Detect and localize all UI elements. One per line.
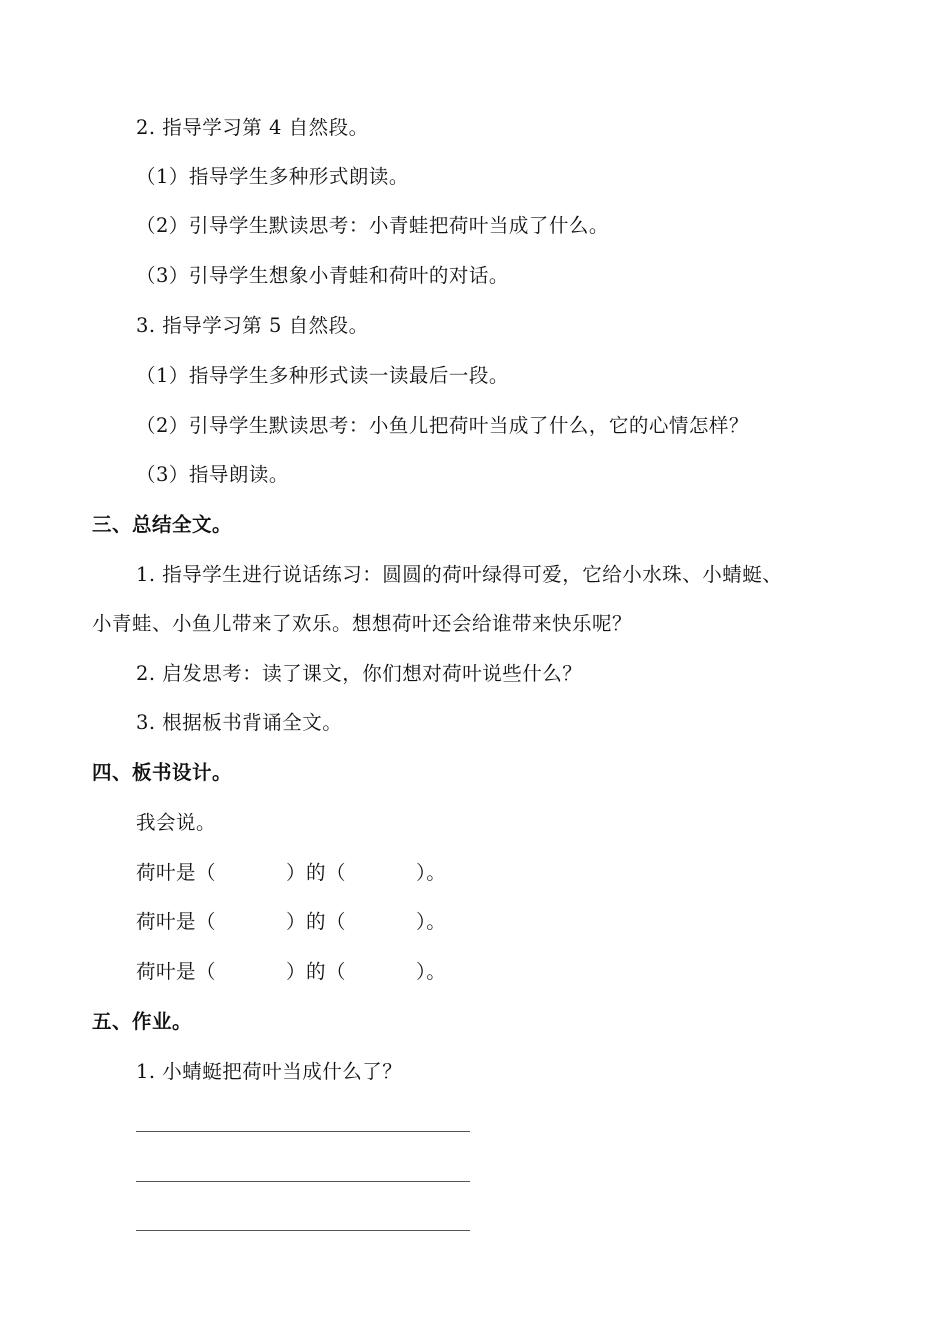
board-prefix: 荷叶是（ bbox=[136, 861, 217, 884]
board-sentence-1 bbox=[136, 861, 446, 885]
section3-heading: 三、总结全文。 bbox=[92, 513, 233, 536]
board-intro: 我会说。 bbox=[136, 811, 217, 834]
section4-heading: 四、板书设计。 bbox=[92, 761, 233, 784]
section2-item3-sub2: （2）引导学生默读思考：小鱼儿把荷叶当成了什么，它的心情怎样？ bbox=[136, 414, 749, 437]
board-middle: ）的（ bbox=[286, 861, 347, 884]
section2-item3-sub1: （1）指导学生多种形式读一读最后一段。 bbox=[136, 364, 509, 387]
section2-item2-sub3: （3）引导学生想象小青蛙和荷叶的对话。 bbox=[136, 264, 509, 287]
section2-item2-sub1: （1）指导学生多种形式朗读。 bbox=[136, 165, 409, 188]
section3-item2: 2. 启发思考：读了课文，你们想对荷叶说些什么？ bbox=[136, 662, 583, 685]
section2-item3-sub3: （3）指导朗读。 bbox=[136, 463, 289, 486]
section2-item2: 2. 指导学习第 4 自然段。 bbox=[136, 116, 369, 139]
board-sentence-2 bbox=[136, 910, 446, 934]
section2-item3: 3. 指导学习第 5 自然段。 bbox=[136, 314, 369, 337]
answer-line-2 bbox=[136, 1181, 470, 1182]
board-prefix: 荷叶是（ bbox=[136, 960, 217, 983]
section3-item3: 3. 根据板书背诵全文。 bbox=[136, 711, 343, 734]
board-sentence-3 bbox=[136, 960, 446, 984]
answer-line-3 bbox=[136, 1230, 470, 1231]
board-suffix: ）。 bbox=[416, 861, 447, 884]
board-suffix: ）。 bbox=[416, 960, 447, 983]
section3-item1-line2: 小青蛙、小鱼儿带来了欢乐。想想荷叶还会给谁带来快乐呢？ bbox=[92, 612, 633, 635]
answer-line-1 bbox=[136, 1131, 470, 1132]
homework-item1: 1. 小蜻蜓把荷叶当成什么了？ bbox=[136, 1060, 403, 1083]
board-prefix: 荷叶是（ bbox=[136, 910, 217, 933]
section5-heading: 五、作业。 bbox=[92, 1010, 193, 1033]
board-suffix: ）。 bbox=[416, 910, 447, 933]
section2-item2-sub2: （2）引导学生默读思考：小青蛙把荷叶当成了什么。 bbox=[136, 214, 609, 237]
board-middle: ）的（ bbox=[286, 960, 347, 983]
section3-item1-line1: 1. 指导学生进行说话练习：圆圆的荷叶绿得可爱，它给小水珠、小蜻蜓、 bbox=[136, 563, 783, 586]
board-middle: ）的（ bbox=[286, 910, 347, 933]
